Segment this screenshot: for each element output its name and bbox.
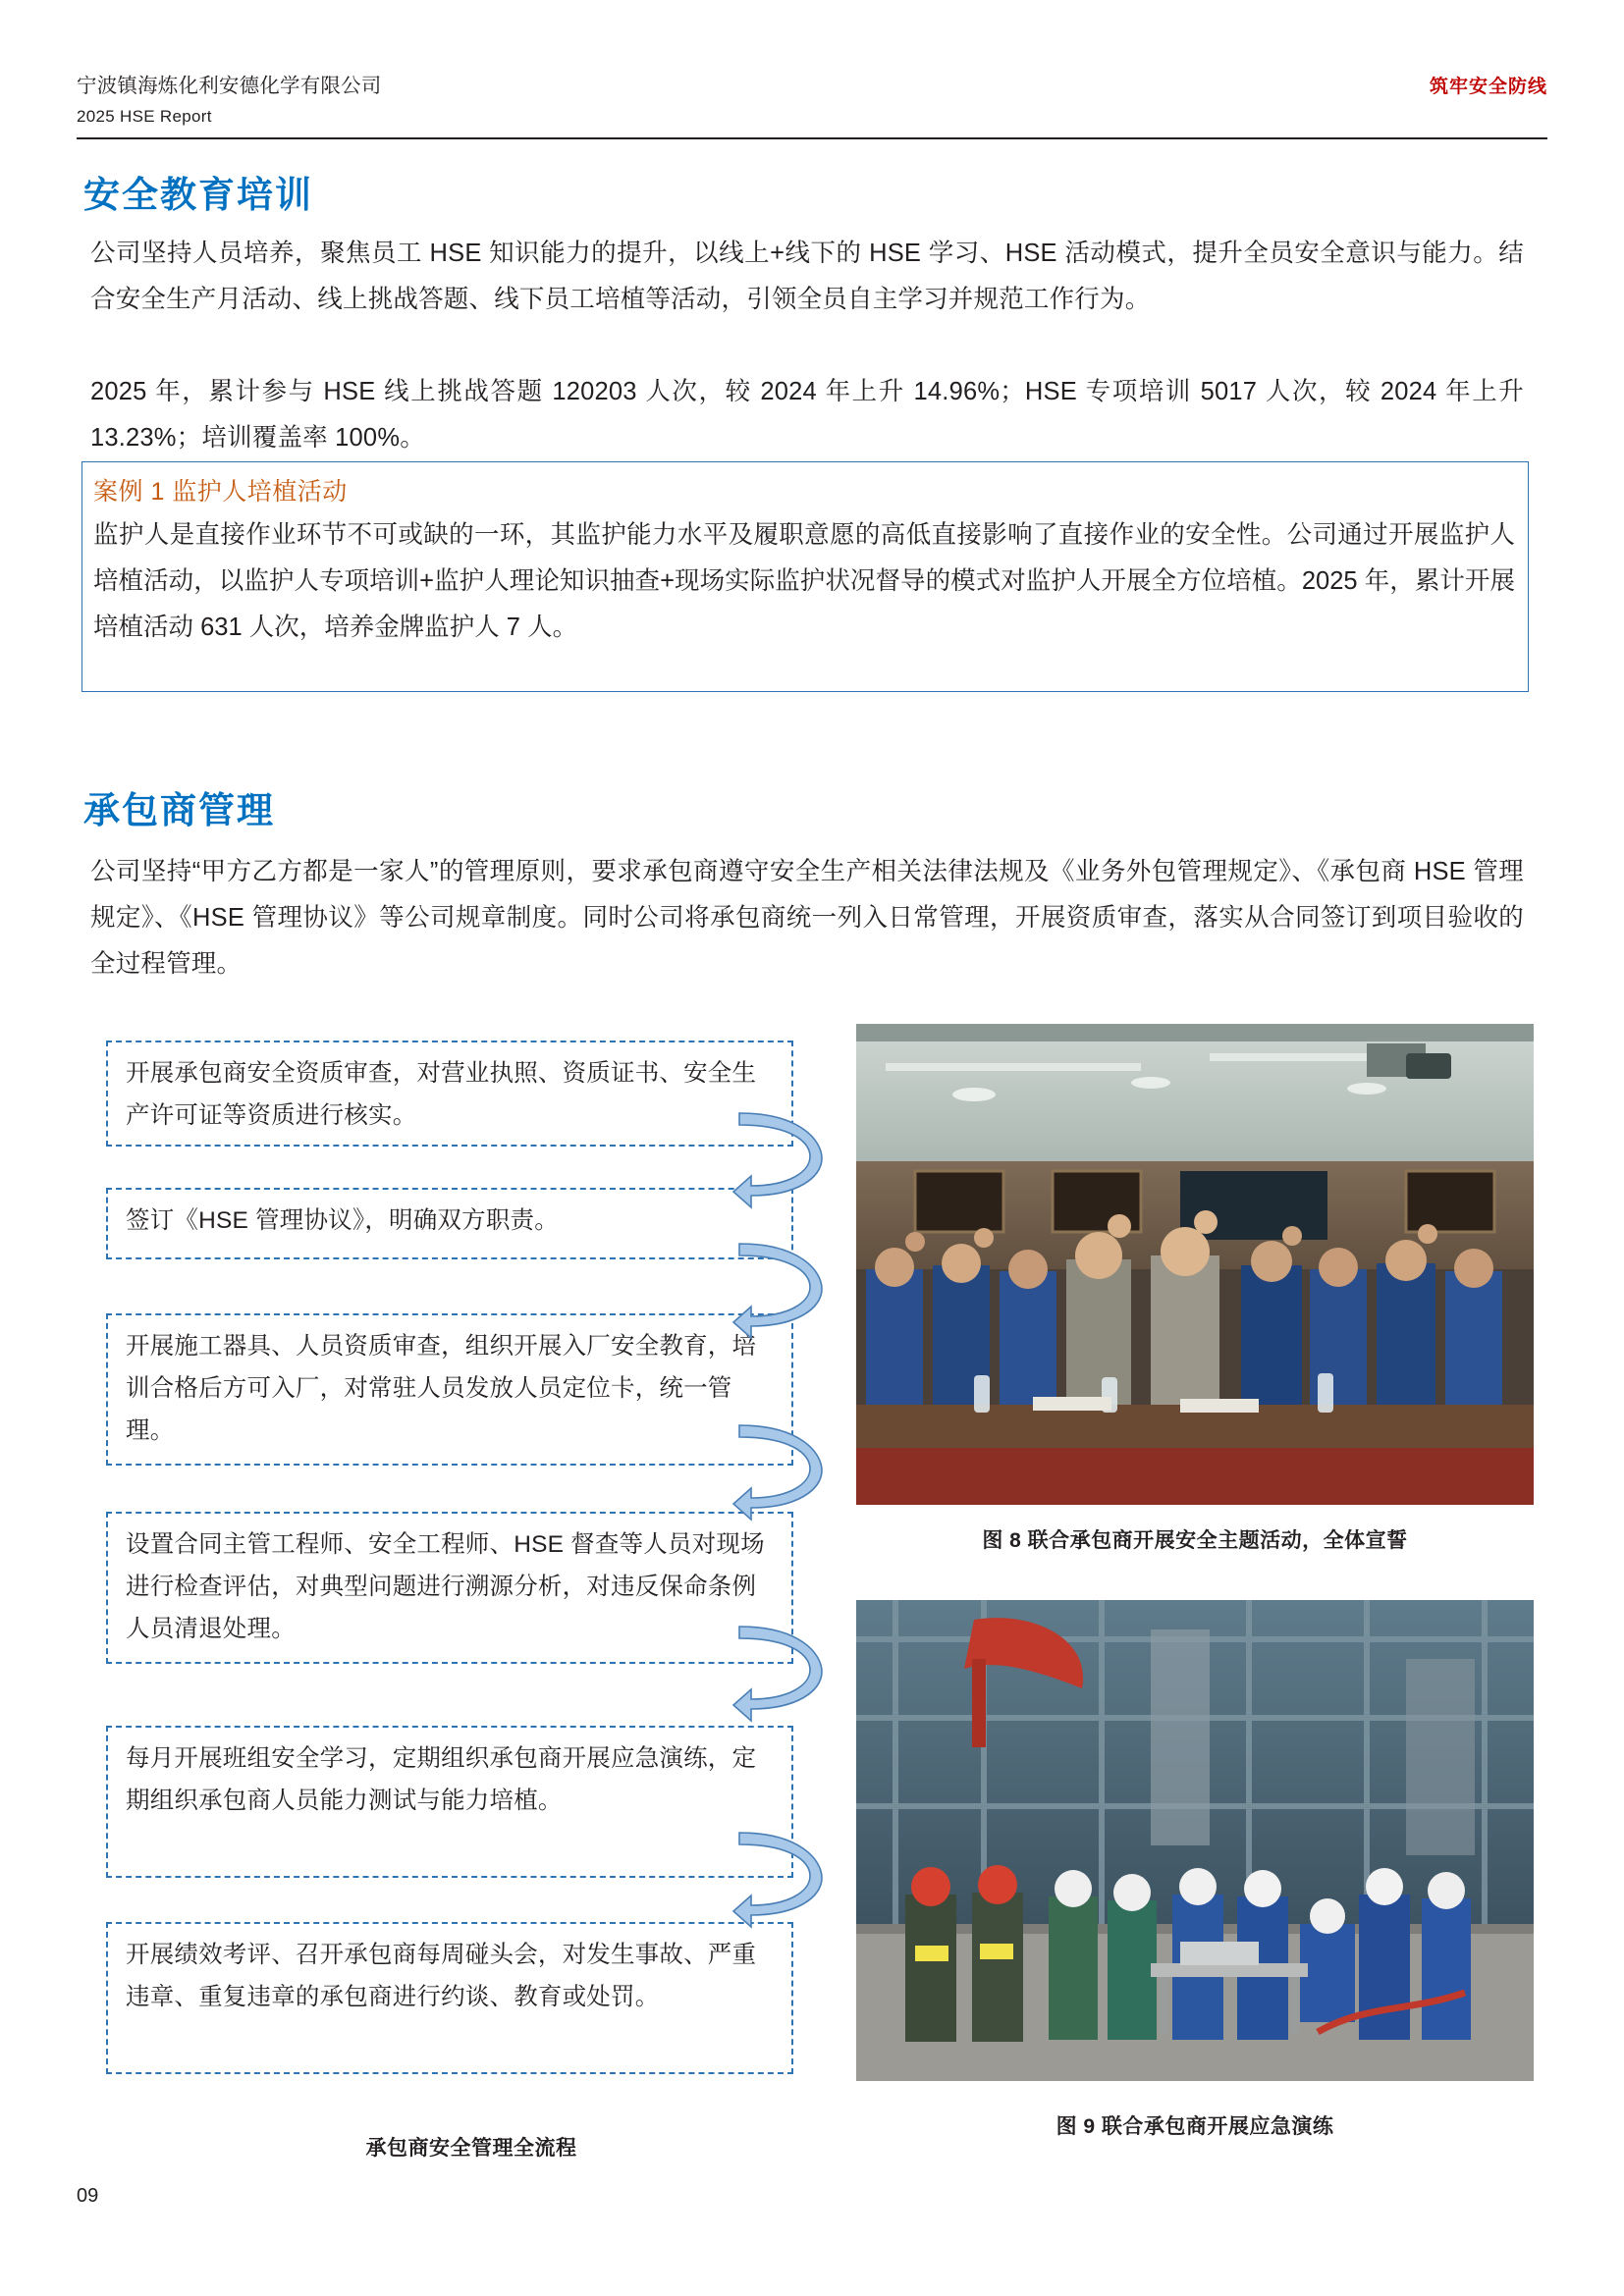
section-title-training: 安全教育培训	[83, 175, 313, 215]
header-divider	[77, 137, 1547, 139]
flow-step-5: 每月开展班组安全学习，定期组织承包商开展应急演练，定期组织承包商人员能力测试与能力培植。	[106, 1726, 793, 1878]
training-paragraph-1: 公司坚持人员培养，聚焦员工 HSE 知识能力的提升，以线上+线下的 HSE 学习、HSE 活动模式，提升全员安全意识与能力。结合安全生产月活动、线上挑战答题、线下员工培植等活动，引领全员自主学习并规范工作行为。	[90, 240, 1524, 313]
company-name: 宁波镇海炼化利安德化学有限公司	[77, 75, 382, 97]
training-paragraph-2: 2025 年，累计参与 HSE 线上挑战答题 120203 人次，较 2024 年上升 14.96%；HSE 专项培训 5017 人次，较 2024 年上升 13.23%；培训覆盖率 100%。	[90, 378, 1524, 452]
header-left	[77, 69, 382, 127]
flow-chart-caption: 承包商安全管理全流程	[365, 2137, 577, 2160]
flow-arrow-icon	[731, 1232, 830, 1340]
figure-8-caption: 图 8 联合承包商开展安全主题活动，全体宣誓	[982, 1529, 1408, 1552]
flow-arrow-icon	[731, 1821, 830, 1929]
page-number: 09	[77, 2185, 99, 2207]
header-tagline: 筑牢安全防线	[1429, 77, 1547, 97]
flow-step-2: 签订《HSE 管理协议》，明确双方职责。	[106, 1188, 793, 1259]
contractor-paragraph: 公司坚持“甲方乙方都是一家人”的管理原则，要求承包商遵守安全生产相关法律法规及《业务外包管理规定》、《承包商 HSE 管理规定》、《HSE 管理协议》等公司规章制度。同时公司将承包商统一列入日常管理，开展资质审查，落实从合同签订到项目验收的全过程管理。	[90, 858, 1524, 978]
header-row	[77, 69, 1547, 127]
case-study-title: 案例 1 监护人培植活动	[93, 478, 348, 506]
figure-9-caption: 图 9 联合承包商开展应急演练	[1056, 2115, 1334, 2138]
flow-step-6: 开展绩效考评、召开承包商每周碰头会，对发生事故、严重违章、重复违章的承包商进行约谈、教育或处罚。	[106, 1922, 793, 2074]
flow-step-1: 开展承包商安全资质审查，对营业执照、资质证书、安全生产许可证等资质进行核实。	[106, 1041, 793, 1147]
case-study-body: 监护人是直接作业环节不可或缺的一环，其监护能力水平及履职意愿的高低直接影响了直接作业的安全性。公司通过开展监护人培植活动，以监护人专项培训+监护人理论知识抽查+现场实际监护状况督导的模式对监护人开展全方位培植。2025 年，累计开展培植活动 631 人次，培养金牌监护人 7 人。	[93, 521, 1515, 641]
figure-8-photo	[856, 1024, 1534, 1505]
flow-step-3: 开展施工器具、人员资质审查，组织开展入厂安全教育，培训合格后方可入厂，对常驻人员发放人员定位卡，统一管理。	[106, 1313, 793, 1466]
section-title-contractor: 承包商管理	[83, 790, 275, 830]
figure-9-photo	[856, 1600, 1534, 2081]
flow-step-4: 设置合同主管工程师、安全工程师、HSE 督查等人员对现场进行检查评估，对典型问题进行溯源分析，对违反保命条例人员清退处理。	[106, 1512, 793, 1664]
report-name: 2025 HSE Report	[77, 107, 212, 126]
flow-arrow-icon	[731, 1615, 830, 1723]
page-header	[77, 69, 1547, 127]
flow-arrow-icon	[731, 1101, 830, 1209]
flow-arrow-icon	[731, 1414, 830, 1522]
